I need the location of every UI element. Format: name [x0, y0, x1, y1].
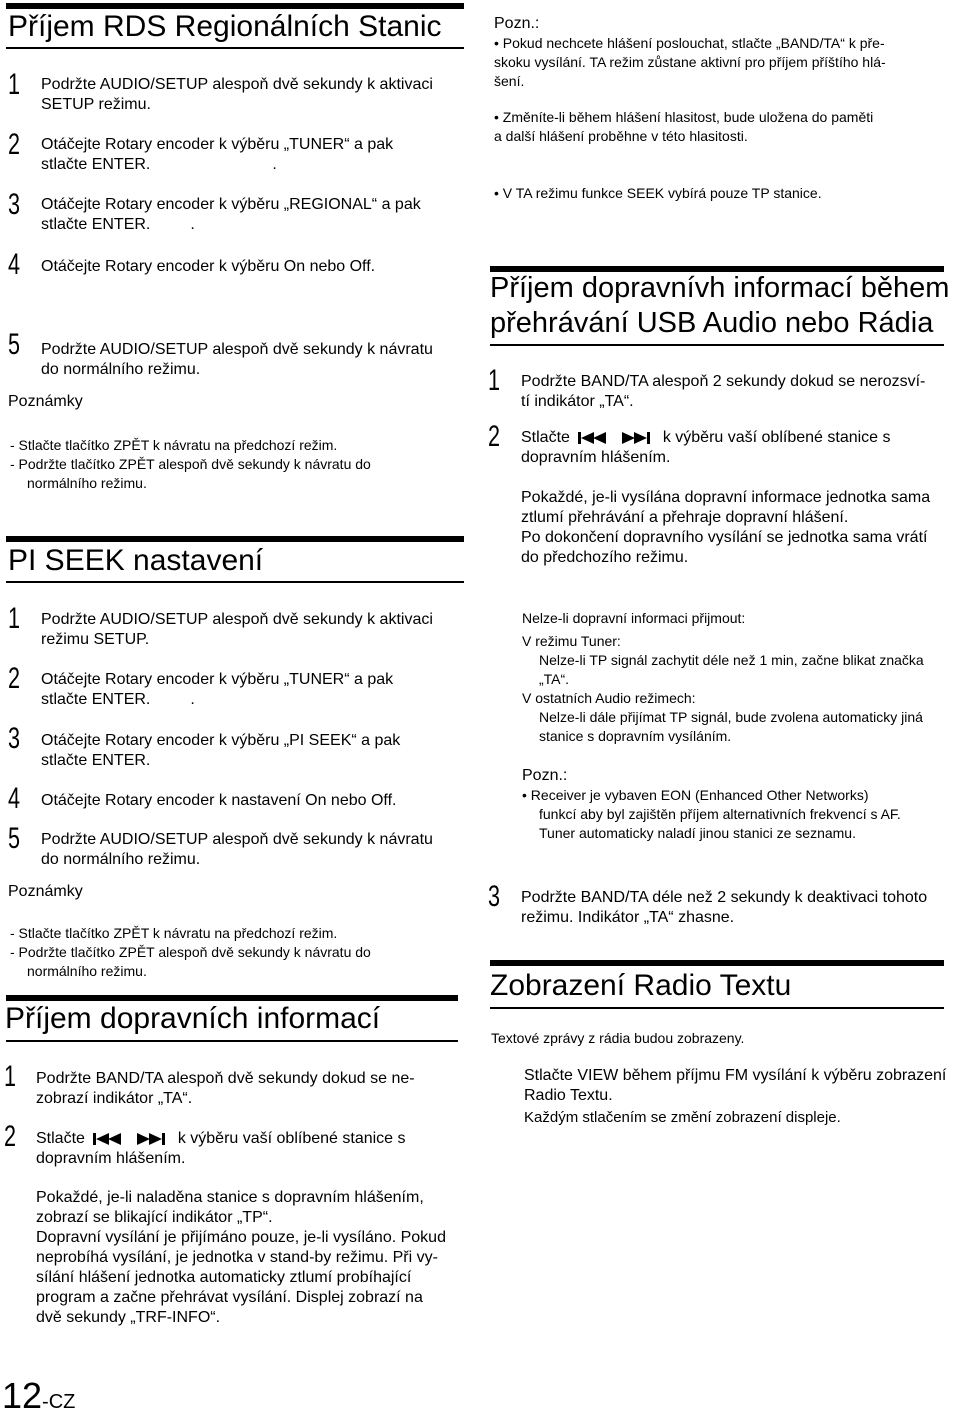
step-text: SETUP režimu.: [41, 96, 151, 113]
step-text: k výběru vaší oblíbené stanice s: [662, 429, 891, 446]
tuner-text: „TA“.: [539, 671, 570, 687]
pozn-label: Pozn.:: [494, 15, 540, 32]
step-number: 1: [8, 602, 21, 635]
step-text: Podržte AUDIO/SETUP alespoň dvě sekundy k aktivaci: [41, 76, 433, 93]
radiotext-line: Každým stlačením se změní zobrazení displeje.: [524, 1109, 841, 1126]
pozn-line: skoku vysílání. TA režim zůstane aktivní pro příjem příštího hlá-: [494, 54, 886, 70]
radiotext-line: Stlačte VIEW během příjmu FM vysílání k výběru zobrazení: [524, 1067, 947, 1084]
step-text: režimu. Indikátor „TA“ zhasne.: [521, 909, 735, 926]
step-number: 1: [4, 1060, 17, 1093]
step-text: Stlačte: [36, 1130, 85, 1147]
section-top-rule: [490, 960, 944, 966]
paragraph-line: ztlumí přehrávání a přehraje dopravní hlášení.: [521, 509, 849, 526]
usb-paragraph: [521, 488, 951, 568]
radiotext-title: Zobrazení Radio Textu: [490, 969, 792, 1002]
pozn-item: [494, 184, 954, 203]
section-title-underline: [490, 1007, 944, 1009]
note-item: normálního režimu.: [27, 963, 147, 979]
notes-list: [10, 436, 460, 493]
step-number: 2: [488, 420, 501, 453]
pozn-line: • Pokud nechcete hlášení poslouchat, stlačte „BAND/TA“ k pře-: [494, 35, 885, 51]
step-text: k výběru vaší oblíbené stanice s: [177, 1130, 406, 1147]
note-item: - Podržte tlačítko ZPĚT alespoň dvě sekundy k návratu do: [10, 944, 371, 960]
paragraph-line: sílání hlášení jednotka automaticky ztlumí probíhající: [36, 1269, 412, 1286]
step-text: stlačte ENTER.: [41, 691, 151, 708]
paragraph-line: Pokaždé, je-li vysílána dopravní informace jednotka sama: [521, 489, 931, 506]
eon-line: • Receiver je vybaven EON (Enhanced Other Networks): [522, 787, 869, 803]
step-text: stlačte ENTER.: [41, 752, 151, 769]
step-dot: .: [190, 691, 195, 708]
step-text: dopravním hlášením.: [36, 1150, 186, 1167]
eon-note: [522, 786, 952, 843]
step-text: Otáčejte Rotary encoder k výběru „PI SEEK“ a pak: [41, 732, 401, 749]
step-number: 4: [8, 248, 21, 281]
step-text: tí indikátor „TA“.: [521, 393, 634, 410]
eon-line: Tuner automaticky naladí jinou stanici ze seznamu.: [539, 825, 856, 841]
other-label: V ostatních Audio režimech:: [522, 690, 696, 706]
pozn-line: • V TA režimu funkce SEEK vybírá pouze TP stanice.: [494, 185, 822, 201]
step-text: režimu SETUP.: [41, 631, 150, 648]
step-text: Otáčejte Rotary encoder k nastavení On nebo Off.: [41, 792, 397, 809]
step-dot: .: [272, 156, 277, 173]
usb-title-line: Příjem dopravnívh informací během: [490, 272, 950, 304]
step-text: Podržte BAND/TA alespoň dvě sekundy dokud se ne-: [36, 1070, 415, 1087]
step-text: zobrazí indikátor „TA“.: [36, 1090, 193, 1107]
section-title-underline: [6, 581, 464, 583]
step-text: Podržte AUDIO/SETUP alespoň dvě sekundy k návratu: [41, 341, 433, 358]
nelze-label: Nelze-li dopravní informaci přijmout:: [522, 610, 746, 626]
paragraph-line: zobrazí se blikající indikátor „TP“.: [36, 1209, 273, 1226]
piseek-title: PI SEEK nastavení: [8, 544, 264, 577]
notes-label: Poznámky: [8, 393, 83, 410]
step-text: Podržte AUDIO/SETUP alespoň dvě sekundy k aktivaci: [41, 611, 433, 628]
section-title-underline: [6, 1040, 458, 1042]
step-text: do normálního režimu.: [41, 361, 201, 378]
pozn-line: šení.: [494, 73, 525, 89]
paragraph-line: Pokaždé, je-li naladěna stanice s dopravním hlášením,: [36, 1189, 424, 1206]
traffic-paragraph: [36, 1188, 466, 1328]
tuner-text: Nelze-li TP signál zachytit déle než 1 min, začne blikat značka: [539, 652, 924, 668]
radiotext-line: Radio Textu.: [524, 1087, 613, 1104]
seek-buttons-icon: [93, 1132, 169, 1146]
step-number: 3: [8, 722, 21, 755]
step-text: stlačte ENTER.: [41, 156, 151, 173]
radiotext-intro: Textové zprávy z rádia budou zobrazeny.: [491, 1030, 745, 1046]
other-text: stanice s dopravním vysíláním.: [539, 728, 732, 744]
step-number: 1: [8, 68, 21, 101]
eon-line: funkcí aby byl zajištěn příjem alternativních frekvencí s AF.: [539, 806, 901, 822]
step-number: 5: [8, 328, 21, 361]
step-text: dopravním hlášením.: [521, 449, 671, 466]
step-number: 2: [8, 128, 21, 161]
step-text: Otáčejte Rotary encoder k výběru On nebo Off.: [41, 258, 376, 275]
traffic-title: Příjem dopravních informací: [5, 1002, 381, 1035]
step-number: 2: [8, 662, 21, 695]
notes-list: [10, 924, 460, 981]
pozn-line: a další hlášení proběhne v této hlasitosti.: [494, 128, 748, 144]
paragraph-line: Dopravní vysílání je přijímáno pouze, je-li vysíláno. Pokud: [36, 1229, 446, 1246]
note-item: - Stlačte tlačítko ZPĚT k návratu na předchozí režim.: [10, 925, 338, 941]
other-text: Nelze-li dále přijímat TP signál, bude zvolena automaticky jiná: [539, 709, 923, 725]
page-number-suffix: -CZ: [42, 1391, 76, 1413]
paragraph-line: do předchozího režimu.: [521, 549, 689, 566]
regional-title: Příjem RDS Regionálních Stanic: [8, 10, 442, 43]
step-number: 3: [8, 188, 21, 221]
seek-buttons-icon: [578, 431, 654, 445]
step-text: Podržte BAND/TA déle než 2 sekundy k deaktivaci tohoto: [521, 889, 928, 906]
pozn-item: [494, 108, 954, 146]
step-text: Otáčejte Rotary encoder k výběru „TUNER“ a pak: [41, 671, 394, 688]
step-text: Stlačte: [521, 429, 570, 446]
section-top-rule: [6, 536, 464, 542]
pozn-item: [494, 34, 954, 91]
pozn-label: Pozn.:: [522, 767, 568, 784]
radiotext-body: [524, 1066, 960, 1128]
step-text: stlačte ENTER.: [41, 216, 151, 233]
usb-title-line: přehrávání USB Audio nebo Rádia: [490, 307, 934, 339]
page-number-digits: 12: [2, 1375, 43, 1416]
step-text: Podržte AUDIO/SETUP alespoň dvě sekundy k návratu: [41, 831, 433, 848]
step-number: 5: [8, 822, 21, 855]
step-number: 4: [8, 782, 21, 815]
paragraph-line: program a začne přehrávat vysílání. Displej zobrazí na: [36, 1289, 423, 1306]
note-item: - Stlačte tlačítko ZPĚT k návratu na předchozí režim.: [10, 437, 338, 453]
paragraph-line: dvě sekundy „TRF-INFO“.: [36, 1309, 221, 1326]
tuner-label: V režimu Tuner:: [522, 633, 621, 649]
step-number: 1: [488, 364, 501, 397]
step-text: Otáčejte Rotary encoder k výběru „REGIONAL“ a pak: [41, 196, 421, 213]
section-title-underline: [490, 344, 944, 346]
section-title-underline: [6, 47, 464, 49]
step-text: do normálního režimu.: [41, 851, 201, 868]
step-number: 2: [4, 1120, 17, 1153]
paragraph-line: Po dokončení dopravního vysílání se jednotka sama vrátí: [521, 529, 928, 546]
nelze-block: [522, 609, 952, 746]
step-text: Podržte BAND/TA alespoň 2 sekundy dokud se nerozsví-: [521, 373, 926, 390]
usb-title: [490, 271, 949, 341]
pozn-line: • Změníte-li během hlášení hlasitost, bude uložena do paměti: [494, 109, 874, 125]
note-item: normálního režimu.: [27, 475, 147, 491]
step-text: Otáčejte Rotary encoder k výběru „TUNER“ a pak: [41, 136, 394, 153]
notes-label: Poznámky: [8, 883, 83, 900]
paragraph-line: neprobíhá vysílání, je jednotka v stand-by režimu. Při vy-: [36, 1249, 438, 1266]
page-number: [2, 1375, 76, 1416]
step-number: 3: [488, 880, 501, 913]
step-dot: .: [190, 216, 195, 233]
note-item: - Podržte tlačítko ZPĚT alespoň dvě sekundy k návratu do: [10, 456, 371, 472]
